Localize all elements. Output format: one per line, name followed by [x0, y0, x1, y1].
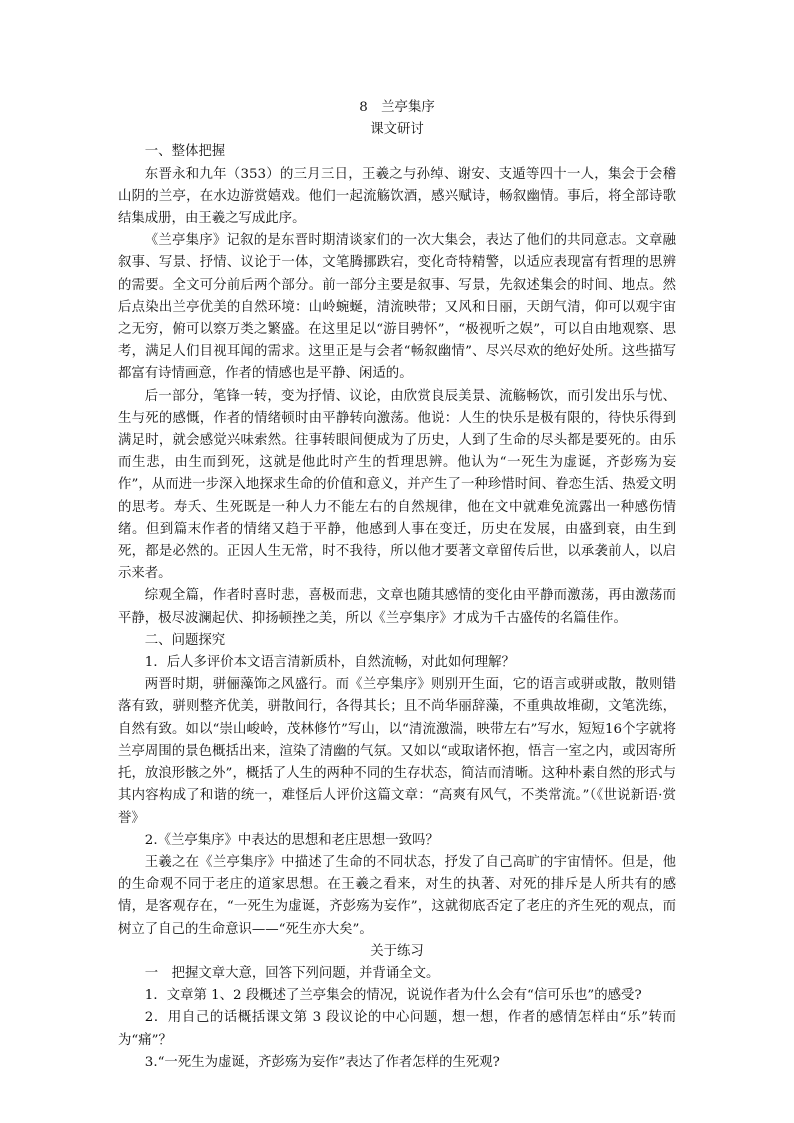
exercise-1: 1．文章第 1、2 段概述了兰亭集会的情况，说说作者为什么会有“信可乐也”的感受? — [144, 988, 642, 1004]
document-body — [118, 97, 676, 1074]
answer-1: 两晋时期，骈俪藻饰之风盛行。而《兰亭集序》则别开生面，它的语言或骈或散，散则错落有致，骈则整齐优美，骈散间行，各得其长；且不尚华丽辞藻，不重典故堆砌，文笔洗练，自然有致。如以“崇山峻岭，茂林修竹”写山，以“清流激湍，映带左右”写水，短短16个字就将兰亭周围的景色概括出来，渲染了清幽的气氛。又如以“或取诸怀抱，悟言一室之内，或因寄所托，放浪形骸之外”，概括了人生的两种不同的生存状态，简洁而清晰。这种朴素自然的形式与其内容构成了和谐的统一，难怪后人评价这篇文章：“高爽有风气，不类常流。”（《世说新语·赏誉》 — [118, 677, 676, 826]
exercise-3: 3.“一死生为虚诞，齐彭殇为妄作”表达了作者怎样的生死观? — [144, 1054, 500, 1070]
section-title: 课文研讨 — [370, 122, 424, 138]
paragraph-4: 综观全篇，作者时喜时悲，喜极而悲，文章也随其感情的变化由平静而激荡，再由激荡而平静，极尽波澜起伏、抑扬顿挫之美，所以《兰亭集序》才成为千古盛传的名篇佳作。 — [118, 588, 676, 626]
heading-overall: 一、整体把握 — [144, 144, 226, 160]
paragraph-2: 《兰亭集序》记叙的是东晋时期清谈家们的一次大集会，表达了他们的共同意志。文章融叙事、写景、抒情、议论于一体，文笔腾挪跌宕，变化奇特精警，以适应表现富有哲理的思辨的需要。全文可分前后两个部分。前一部分主要是叙事、写景，先叙述集会的时间、地点。然后点染出兰亭优美的自然环境：山岭蜿蜒，清流映带；又风和日丽，天朗气清，仰可以观宇宙之无穷，俯可以察万类之繁盛。在这里足以“游目骋怀”，“极视听之娱”，可以自由地观察、思考，满足人们目视耳闻的需求。这里正是与会者“畅叙幽情”、尽兴尽欢的绝好处所。这些描写都富有诗情画意，作者的情感也是平静、闲适的。 — [118, 233, 676, 382]
lesson-title: 8 兰亭集序 — [359, 100, 435, 115]
question-1: 1．后人多评价本文语言清新质朴，自然流畅，对此如何理解？ — [144, 655, 515, 671]
heading-explore: 二、问题探究 — [144, 632, 226, 648]
exercise-2: 2．用自己的话概括课文第 3 段议论的中心问题，想一想，作者的感情怎样由“乐”转而为“痛”？ — [118, 1010, 676, 1048]
paragraph-3: 后一部分，笔锋一转，变为抒情、议论，由欣赏良辰美景、流觞畅饮，而引发出乐与忧、生与死的感慨，作者的情绪顿时由平静转向激荡。他说：人生的快乐是极有限的，待快乐得到满足时，就会感觉兴味索然。往事转眼间便成为了历史，人到了生命的尽头都是要死的。由乐而生悲，由生而到死，这就是他此时产生的哲理思辨。他认为“一死生为虚诞，齐彭殇为妄作”，从而进一步深入地探求生命的价值和意义，并产生了一种珍惜时间、眷恋生活、热爱文明的思考。寿夭、生死既是一种人力不能左右的自然规律，他在文中就难免流露出一种感伤情绪。但到篇末作者的情绪又趋于平静，他感到人事在变迁，历史在发展，由盛到衰，由生到死，都是必然的。正因人生无常，时不我待，所以他才要著文章留传后世，以承袭前人，以启示来者。 — [118, 388, 676, 582]
answer-2: 王羲之在《兰亭集序》中描述了生命的不同状态，抒发了自己高旷的宇宙情怀。但是，他的生命观不同于老庄的道家思想。在王羲之看来，对生的执著、对死的排斥是人所共有的感情，是客观存在，“一死生为虚诞，齐彭殇为妄作”，这就彻底否定了老庄的齐生死的观点，而树立了自己的生命意识——“死生亦大矣”。 — [118, 854, 676, 937]
question-2: 2.《兰亭集序》中表达的思想和老庄思想一致吗？ — [144, 832, 439, 848]
exercise-heading-1: 一 把握文章大意，回答下列问题，并背诵全文。 — [144, 965, 440, 981]
exercise-title: 关于练习 — [370, 943, 424, 959]
paragraph-1: 东晋永和九年（353）的三月三日，王羲之与孙绰、谢安、支遁等四十一人，集会于会稽山阴的兰亭，在水边游赏嬉戏。他们一起流觞饮酒，感兴赋诗，畅叙幽情。事后，将全部诗歌结集成册，由王羲之写成此序。 — [118, 166, 676, 227]
